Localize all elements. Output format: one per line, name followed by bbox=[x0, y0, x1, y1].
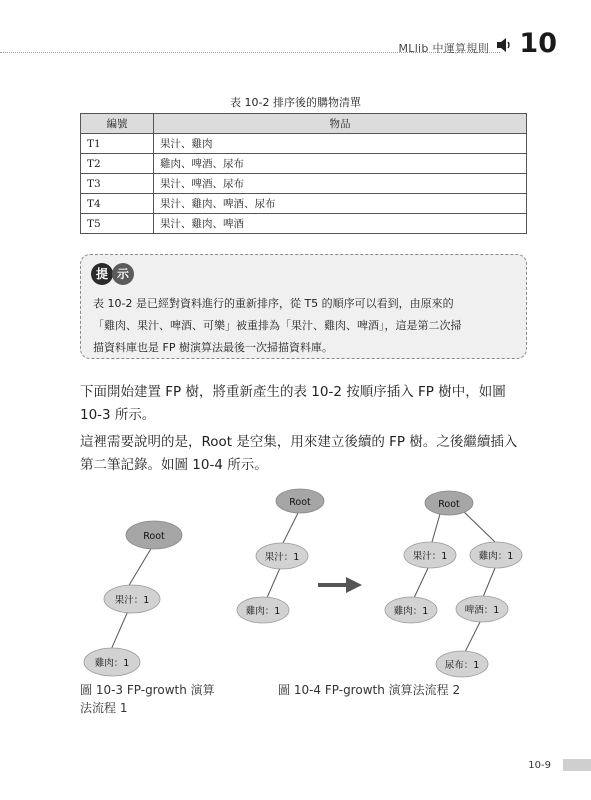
svg-text:Root: Root bbox=[143, 531, 165, 542]
svg-text:雞肉：1: 雞肉：1 bbox=[245, 606, 281, 617]
svg-text:啤酒：1: 啤酒：1 bbox=[464, 605, 500, 616]
svg-text:Root: Root bbox=[289, 497, 311, 508]
tip-badge-char: 示 bbox=[112, 263, 134, 285]
svg-text:果汁：1: 果汁：1 bbox=[264, 552, 300, 563]
cell-id: T4 bbox=[81, 194, 154, 214]
table-caption: 表 10-2 排序後的購物清單 bbox=[230, 96, 361, 109]
cell-items: 果汁、啤酒、尿布 bbox=[154, 174, 527, 194]
tree-node bbox=[404, 542, 456, 568]
fp-tree-figure-3 bbox=[84, 521, 182, 676]
svg-text:雞肉：1: 雞肉：1 bbox=[94, 658, 130, 669]
tree-node bbox=[456, 596, 508, 622]
column-header-items: 物品 bbox=[154, 114, 527, 134]
body-paragraph: 下面開始建置 FP 樹，將重新產生的表 10-2 按順序插入 FP 樹中，如圖 10-3 所示。 bbox=[80, 384, 506, 423]
fp-tree-figures bbox=[0, 480, 591, 680]
svg-text:雞肉：1: 雞肉：1 bbox=[478, 551, 514, 562]
page-number: 10-9 bbox=[528, 760, 551, 771]
table-row bbox=[81, 154, 527, 174]
tree-node bbox=[104, 585, 160, 613]
cell-id: T3 bbox=[81, 174, 154, 194]
tip-box bbox=[80, 254, 527, 359]
table-header-row bbox=[81, 114, 527, 134]
column-header-id: 編號 bbox=[81, 114, 154, 134]
tree-node bbox=[436, 651, 488, 677]
svg-text:果汁：1: 果汁：1 bbox=[412, 551, 448, 562]
table-row bbox=[81, 194, 527, 214]
running-head-section: MLlib 中運算規則 bbox=[398, 42, 489, 55]
tree-node bbox=[470, 542, 522, 568]
tip-badge-char: 提 bbox=[91, 263, 113, 285]
svg-text:果汁：1: 果汁：1 bbox=[114, 595, 150, 606]
cell-id: T2 bbox=[81, 154, 154, 174]
speaker-icon bbox=[495, 36, 513, 54]
body-paragraph: 這裡需要說明的是，Root 是空集，用來建立後續的 FP 樹。之後繼續插入第二筆記錄。如圖 10-4 所示。 bbox=[80, 434, 518, 473]
svg-text:尿布：1: 尿布：1 bbox=[444, 660, 480, 671]
tree-node bbox=[237, 597, 289, 623]
tip-line: 表 10-2 是已經對資料進行的重新排序，從 T5 的順序可以看到，由原來的 bbox=[93, 297, 454, 310]
cell-items: 果汁、雞肉 bbox=[154, 134, 527, 154]
svg-text:Root: Root bbox=[438, 499, 460, 510]
cell-id: T5 bbox=[81, 214, 154, 234]
shopping-list-table bbox=[80, 113, 527, 234]
cell-items: 果汁、雞肉、啤酒 bbox=[154, 214, 527, 234]
tree-node-root bbox=[126, 521, 182, 549]
svg-text:雞肉：1: 雞肉：1 bbox=[393, 606, 429, 617]
tree-node-root bbox=[425, 491, 473, 515]
tree-node bbox=[385, 597, 437, 623]
tip-text bbox=[93, 293, 519, 359]
tip-line: 描資料庫也是 FP 樹演算法最後一次掃描資料庫。 bbox=[93, 341, 333, 354]
tree-node bbox=[84, 648, 140, 676]
right-arrow-icon bbox=[318, 577, 362, 593]
figure-caption: 圖 10-4 FP-growth 演算法流程 2 bbox=[278, 683, 461, 697]
table-row bbox=[81, 174, 527, 194]
page-tab-marker bbox=[563, 759, 591, 771]
table-row bbox=[81, 214, 527, 234]
cell-items: 雞肉、啤酒、尿布 bbox=[154, 154, 527, 174]
chapter-number: 10 bbox=[519, 28, 557, 59]
cell-items: 果汁、雞肉、啤酒、尿布 bbox=[154, 194, 527, 214]
cell-id: T1 bbox=[81, 134, 154, 154]
table-row bbox=[81, 134, 527, 154]
figure-caption: 圖 10-3 FP-growth 演算法流程 1 bbox=[80, 683, 215, 715]
fp-tree-figure-4-after bbox=[385, 491, 522, 677]
tree-node bbox=[256, 543, 308, 569]
fp-tree-figure-4-before bbox=[237, 489, 324, 623]
tree-node-root bbox=[276, 489, 324, 513]
tip-badge bbox=[91, 263, 135, 285]
tip-line: 「雞肉、果汁、啤酒、可樂」被重排為「果汁、雞肉、啤酒」，這是第二次掃 bbox=[93, 319, 462, 332]
